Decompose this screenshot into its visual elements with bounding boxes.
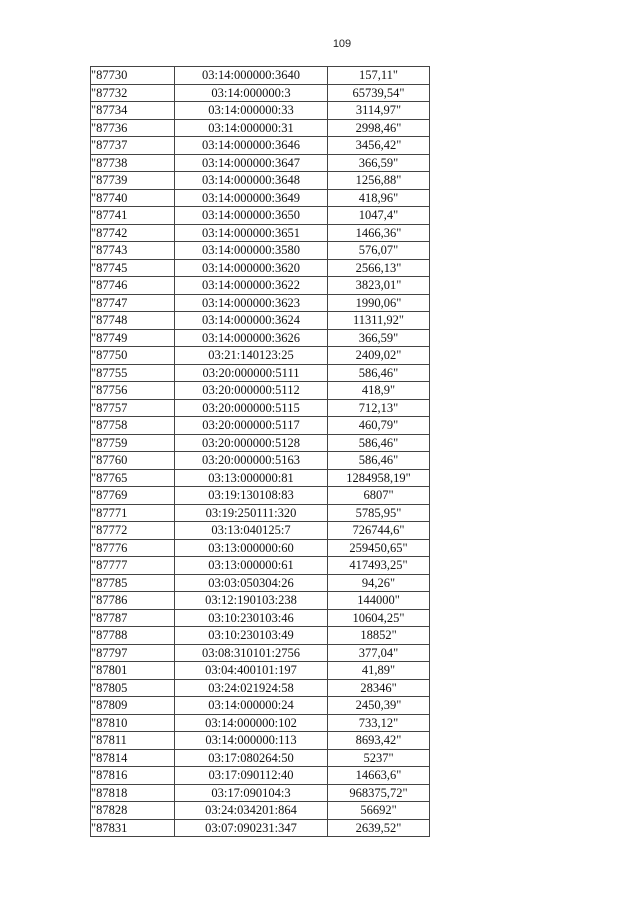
value-cell: 28346" [328,679,430,697]
table-row [91,662,430,680]
value-cell: 2566,13" [328,259,430,277]
table-row [91,67,430,85]
table-row [91,469,430,487]
cadastral-number-cell: 03:14:000000:3 [175,84,328,102]
table-row [91,749,430,767]
value-cell: 5785,95" [328,504,430,522]
table-row [91,119,430,137]
table-row [91,627,430,645]
record-id-cell: "87740 [91,189,175,207]
cadastral-number-cell: 03:12:190103:238 [175,592,328,610]
value-cell: 6807" [328,487,430,505]
table-row [91,242,430,260]
table-row [91,767,430,785]
table-row [91,557,430,575]
cadastral-number-cell: 03:13:040125:7 [175,522,328,540]
table-row [91,434,430,452]
value-cell: 1256,88" [328,172,430,190]
table-row [91,277,430,295]
cadastral-number-cell: 03:10:230103:49 [175,627,328,645]
cadastral-number-cell: 03:19:250111:320 [175,504,328,522]
value-cell: 259450,65" [328,539,430,557]
value-cell: 65739,54" [328,84,430,102]
cadastral-number-cell: 03:20:000000:5117 [175,417,328,435]
cadastral-number-cell: 03:14:000000:3624 [175,312,328,330]
cadastral-number-cell: 03:14:000000:31 [175,119,328,137]
value-cell: 2639,52" [328,819,430,837]
value-cell: 1466,36" [328,224,430,242]
table-row [91,539,430,557]
value-cell: 2998,46" [328,119,430,137]
record-id-cell: "87786 [91,592,175,610]
cadastral-number-cell: 03:13:000000:61 [175,557,328,575]
value-cell: 1284958,19" [328,469,430,487]
table-row [91,784,430,802]
table-row [91,819,430,837]
record-id-cell: "87769 [91,487,175,505]
record-id-cell: "87801 [91,662,175,680]
table-row [91,189,430,207]
value-cell: 726744,6" [328,522,430,540]
table-row [91,522,430,540]
table-row [91,259,430,277]
cadastral-number-cell: 03:17:090112:40 [175,767,328,785]
cadastral-number-cell: 03:19:130108:83 [175,487,328,505]
table-row [91,592,430,610]
value-cell: 576,07" [328,242,430,260]
value-cell: 418,96" [328,189,430,207]
value-cell: 418,9" [328,382,430,400]
table-row [91,732,430,750]
table-row [91,609,430,627]
value-cell: 712,13" [328,399,430,417]
record-id-cell: "87771 [91,504,175,522]
value-cell: 2409,02" [328,347,430,365]
table-row [91,382,430,400]
table-row [91,574,430,592]
record-id-cell: "87776 [91,539,175,557]
cadastral-number-cell: 03:21:140123:25 [175,347,328,365]
cadastral-number-cell: 03:07:090231:347 [175,819,328,837]
value-cell: 18852" [328,627,430,645]
value-cell: 94,26" [328,574,430,592]
record-id-cell: "87765 [91,469,175,487]
table-row [91,224,430,242]
table-row [91,207,430,225]
record-id-cell: "87745 [91,259,175,277]
cadastral-number-cell: 03:14:000000:3640 [175,67,328,85]
table-body [91,67,430,837]
value-cell: 8693,42" [328,732,430,750]
value-cell: 366,59" [328,154,430,172]
table-row [91,644,430,662]
cadastral-number-cell: 03:24:021924:58 [175,679,328,697]
cadastral-number-cell: 03:04:400101:197 [175,662,328,680]
table-row [91,329,430,347]
cadastral-number-cell: 03:13:000000:81 [175,469,328,487]
record-id-cell: "87810 [91,714,175,732]
value-cell: 10604,25" [328,609,430,627]
table-row [91,399,430,417]
value-cell: 968375,72" [328,784,430,802]
record-id-cell: "87732 [91,84,175,102]
cadastral-number-cell: 03:14:000000:3649 [175,189,328,207]
value-cell: 366,59" [328,329,430,347]
record-id-cell: "87734 [91,102,175,120]
table-row [91,294,430,312]
value-cell: 586,46" [328,452,430,470]
record-id-cell: "87811 [91,732,175,750]
table-row [91,452,430,470]
cadastral-number-cell: 03:14:000000:3648 [175,172,328,190]
value-cell: 1990,06" [328,294,430,312]
record-id-cell: "87760 [91,452,175,470]
record-id-cell: "87788 [91,627,175,645]
table-row [91,714,430,732]
page-number: 109 [332,38,352,50]
record-id-cell: "87748 [91,312,175,330]
table-row [91,84,430,102]
value-cell: 144000" [328,592,430,610]
table-row [91,487,430,505]
cadastral-number-cell: 03:17:090104:3 [175,784,328,802]
value-cell: 11311,92" [328,312,430,330]
record-id-cell: "87772 [91,522,175,540]
value-cell: 377,04" [328,644,430,662]
record-id-cell: "87756 [91,382,175,400]
cadastral-number-cell: 03:14:000000:33 [175,102,328,120]
cadastral-number-cell: 03:14:000000:3626 [175,329,328,347]
cadastral-number-cell: 03:14:000000:3623 [175,294,328,312]
record-id-cell: "87738 [91,154,175,172]
cadastral-number-cell: 03:14:000000:102 [175,714,328,732]
cadastral-number-cell: 03:14:000000:3650 [175,207,328,225]
value-cell: 41,89" [328,662,430,680]
record-id-cell: "87730 [91,67,175,85]
record-id-cell: "87787 [91,609,175,627]
cadastral-number-cell: 03:14:000000:3620 [175,259,328,277]
value-cell: 1047,4" [328,207,430,225]
cadastral-number-cell: 03:08:310101:2756 [175,644,328,662]
value-cell: 2450,39" [328,697,430,715]
table-row [91,137,430,155]
record-id-cell: "87828 [91,802,175,820]
record-id-cell: "87759 [91,434,175,452]
value-cell: 14663,6" [328,767,430,785]
record-id-cell: "87814 [91,749,175,767]
cadastral-number-cell: 03:20:000000:5111 [175,364,328,382]
record-id-cell: "87785 [91,574,175,592]
cadastral-number-cell: 03:10:230103:46 [175,609,328,627]
cadastral-number-cell: 03:14:000000:3580 [175,242,328,260]
record-id-cell: "87831 [91,819,175,837]
table-row [91,172,430,190]
table-row [91,504,430,522]
table-row [91,102,430,120]
value-cell: 586,46" [328,434,430,452]
record-id-cell: "87736 [91,119,175,137]
table-row [91,697,430,715]
value-cell: 3114,97" [328,102,430,120]
value-cell: 733,12" [328,714,430,732]
data-table [90,66,430,837]
cadastral-number-cell: 03:17:080264:50 [175,749,328,767]
cadastral-number-cell: 03:14:000000:3647 [175,154,328,172]
record-id-cell: "87818 [91,784,175,802]
record-id-cell: "87777 [91,557,175,575]
record-id-cell: "87750 [91,347,175,365]
value-cell: 56692" [328,802,430,820]
cadastral-number-cell: 03:14:000000:3646 [175,137,328,155]
table-row [91,679,430,697]
cadastral-number-cell: 03:20:000000:5128 [175,434,328,452]
record-id-cell: "87816 [91,767,175,785]
table-row [91,364,430,382]
cadastral-number-cell: 03:20:000000:5115 [175,399,328,417]
table-row [91,312,430,330]
cadastral-number-cell: 03:14:000000:113 [175,732,328,750]
value-cell: 586,46" [328,364,430,382]
value-cell: 3456,42" [328,137,430,155]
record-id-cell: "87743 [91,242,175,260]
table-row [91,802,430,820]
record-id-cell: "87749 [91,329,175,347]
record-id-cell: "87747 [91,294,175,312]
cadastral-number-cell: 03:24:034201:864 [175,802,328,820]
record-id-cell: "87741 [91,207,175,225]
record-id-cell: "87739 [91,172,175,190]
value-cell: 157,11" [328,67,430,85]
record-id-cell: "87809 [91,697,175,715]
record-id-cell: "87746 [91,277,175,295]
record-id-cell: "87797 [91,644,175,662]
cadastral-number-cell: 03:03:050304:26 [175,574,328,592]
record-id-cell: "87757 [91,399,175,417]
cadastral-number-cell: 03:14:000000:3651 [175,224,328,242]
record-id-cell: "87758 [91,417,175,435]
record-id-cell: "87737 [91,137,175,155]
record-id-cell: "87742 [91,224,175,242]
record-id-cell: "87755 [91,364,175,382]
cadastral-number-cell: 03:20:000000:5163 [175,452,328,470]
cadastral-number-cell: 03:13:000000:60 [175,539,328,557]
value-cell: 5237" [328,749,430,767]
value-cell: 460,79" [328,417,430,435]
value-cell: 3823,01" [328,277,430,295]
cadastral-number-cell: 03:14:000000:24 [175,697,328,715]
cadastral-number-cell: 03:20:000000:5112 [175,382,328,400]
table-row [91,417,430,435]
record-id-cell: "87805 [91,679,175,697]
value-cell: 417493,25" [328,557,430,575]
table-row [91,154,430,172]
cadastral-number-cell: 03:14:000000:3622 [175,277,328,295]
table-row [91,347,430,365]
